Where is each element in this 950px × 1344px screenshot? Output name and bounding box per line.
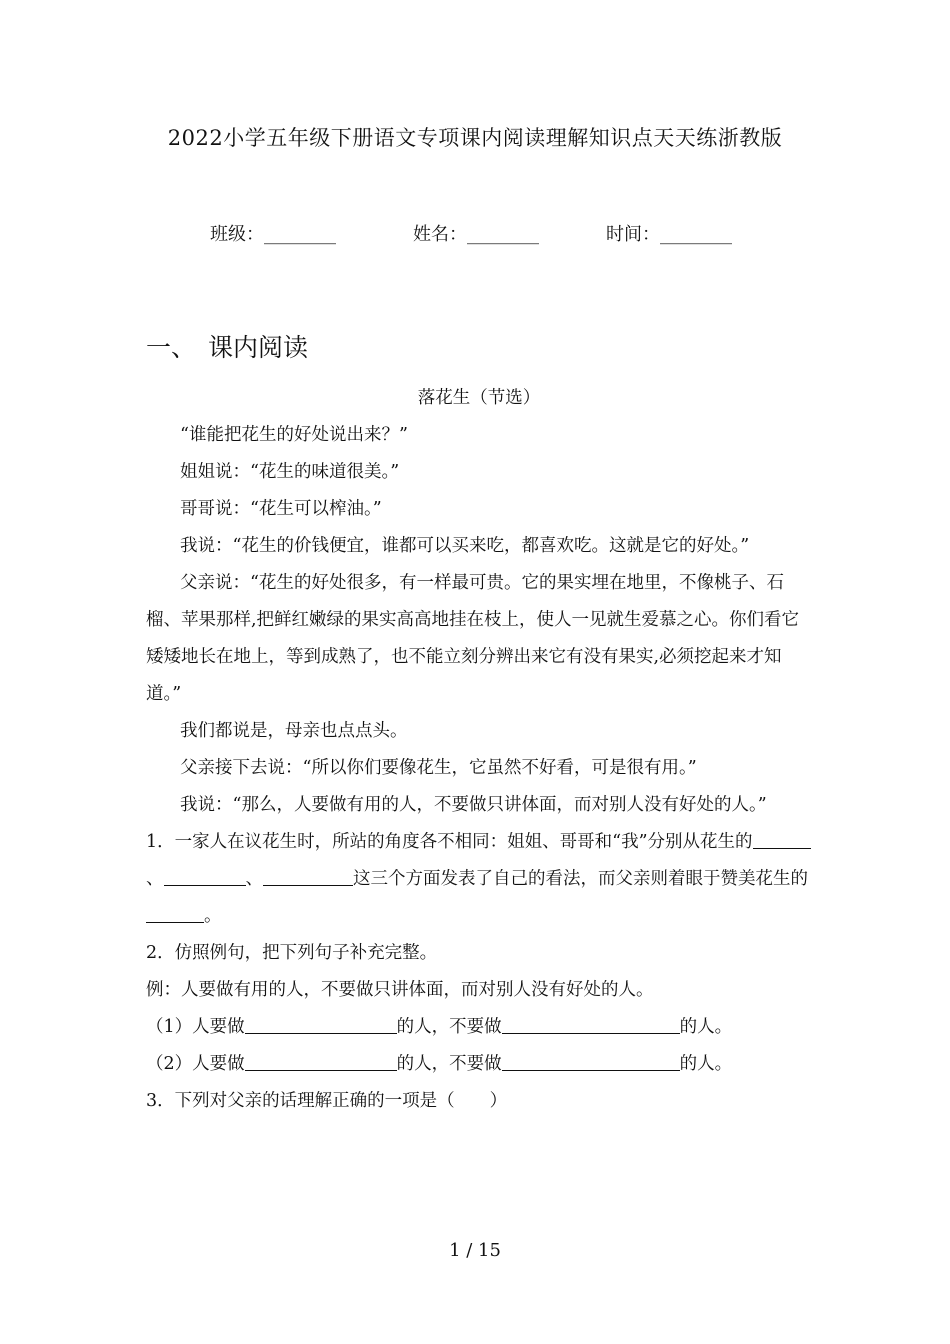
q2-item-prefix: （2）人要做 xyxy=(146,1054,245,1074)
q2-item-suffix: 的人。 xyxy=(679,1054,733,1074)
question-1 xyxy=(146,824,812,935)
question-2-item xyxy=(146,1009,812,1046)
q1-blank-2[interactable] xyxy=(164,868,246,887)
passage-paragraph: 姐姐说：“花生的味道很美。” xyxy=(180,462,400,482)
reading-content xyxy=(146,380,812,1120)
q1-blank-3[interactable] xyxy=(263,868,353,887)
question-2-item xyxy=(146,1046,812,1083)
q2-item-mid: 的人，不要做 xyxy=(396,1054,502,1074)
passage-paragraph: “谁能把花生的好处说出来？” xyxy=(180,425,408,445)
time-field: 时间：________ xyxy=(606,224,732,245)
q2-blank[interactable] xyxy=(502,1016,680,1035)
q2-blank[interactable] xyxy=(245,1016,397,1035)
section-title: 课内阅读 xyxy=(208,333,309,362)
name-field: 姓名：________ xyxy=(413,224,539,245)
q2-item-suffix: 的人。 xyxy=(679,1017,733,1037)
question-3-stem: 3．下列对父亲的话理解正确的一项是（ ） xyxy=(146,1091,508,1111)
passage-paragraph: 父亲说：“花生的好处很多，有一样最可贵。它的果实埋在地里，不像桃子、石榴、苹果那样,把鲜红嫩绿的果实高高地挂在枝上，使人一见就生爱慕之心。你们看它矮矮地长在地上，等到成熟了，也不能立刻分辨出来它有没有果实,必须挖起来才知道。” xyxy=(146,573,800,704)
passage-paragraph: 父亲接下去说：“所以你们要像花生，它虽然不好看，可是很有用。” xyxy=(180,758,697,778)
q2-blank[interactable] xyxy=(502,1053,680,1072)
q2-blank[interactable] xyxy=(245,1053,397,1072)
q1-separator: 、 xyxy=(146,869,164,889)
passage-paragraph: 哥哥说：“花生可以榨油。” xyxy=(180,499,382,519)
q1-blank-4[interactable] xyxy=(146,905,204,924)
question-2-example: 例：人要做有用的人，不要做只讲体面，而对别人没有好处的人。 xyxy=(146,980,654,1000)
section-number: 一、 xyxy=(146,333,197,362)
question-2-stem: 2．仿照例句，把下列句子补充完整。 xyxy=(146,943,438,963)
class-field: 班级：________ xyxy=(210,224,336,245)
passage-paragraph: 我说：“花生的价钱便宜，谁都可以买来吃，都喜欢吃。这就是它的好处。” xyxy=(180,536,750,556)
q2-item-prefix: （1）人要做 xyxy=(146,1017,245,1037)
document-title: 2022小学五年级下册语文专项课内阅读理解知识点天天练浙教版 xyxy=(167,126,783,150)
page-number: 1 / 15 xyxy=(449,1240,501,1261)
q2-item-mid: 的人，不要做 xyxy=(396,1017,502,1037)
passage-title: 落花生（节选） xyxy=(417,388,541,408)
q1-separator: 、 xyxy=(245,869,263,889)
passage-paragraph: 我说：“那么，人要做有用的人，不要做只讲体面，而对别人没有好处的人。” xyxy=(180,795,767,815)
q1-blank-1[interactable] xyxy=(753,831,811,850)
passage-paragraph: 我们都说是，母亲也点点头。 xyxy=(180,721,408,741)
section-heading xyxy=(146,328,308,364)
q1-text-part2: 这三个方面发表了自己的看法，而父亲则着眼于赞美花生的 xyxy=(353,869,808,889)
q1-text-part1: 1．一家人在议花生时，所站的角度各不相同：姐姐、哥哥和“我”分别从花生的 xyxy=(146,832,753,852)
q1-end: 。 xyxy=(204,906,222,926)
